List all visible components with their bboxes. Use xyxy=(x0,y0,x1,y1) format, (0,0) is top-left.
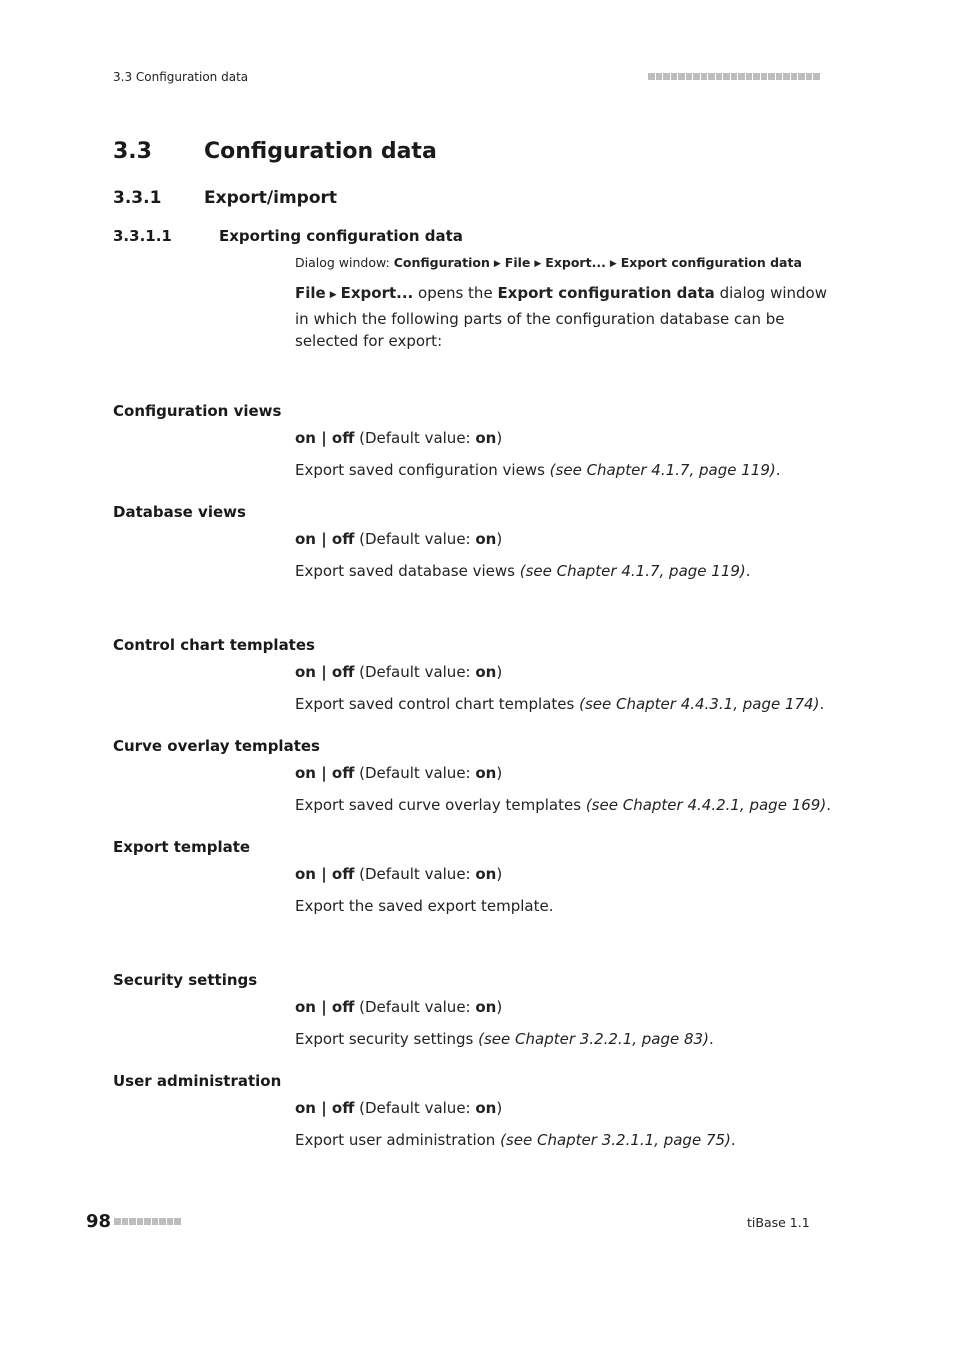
page-number: 98 xyxy=(86,1211,112,1232)
heading-level-2 xyxy=(113,188,337,208)
default-suffix: ) xyxy=(496,865,503,883)
dialog-path-step: Configuration xyxy=(393,255,490,270)
default-suffix: ) xyxy=(496,429,503,447)
param-options: on | off xyxy=(295,998,355,1016)
default-value: on xyxy=(475,764,497,782)
default-value: on xyxy=(475,663,497,681)
param-options: on | off xyxy=(295,429,355,447)
heading-1-title: Configuration data xyxy=(204,139,437,164)
desc-end: . xyxy=(730,1131,736,1149)
default-suffix: ) xyxy=(496,998,503,1016)
dialog-path-prefix: Dialog window: xyxy=(295,255,390,270)
default-suffix: ) xyxy=(496,663,503,681)
dialog-path-step: File xyxy=(504,255,531,270)
footer-product-name: tiBase 1.1 xyxy=(747,1215,810,1230)
param-label-user-administration: User administration xyxy=(113,1072,282,1090)
heading-3-title: Exporting configuration data xyxy=(219,227,463,245)
param-value-security-settings xyxy=(295,998,502,1016)
param-label-export-template: Export template xyxy=(113,838,251,856)
param-desc-control-chart-templates xyxy=(295,695,824,713)
param-value-export-template xyxy=(295,865,502,883)
param-desc-configuration-views xyxy=(295,461,781,479)
param-label-curve-overlay-templates: Curve overlay templates xyxy=(113,737,320,755)
param-desc-user-administration xyxy=(295,1131,736,1149)
intro-text-2: dialog window in which the following parts of the configuration database can be selected for export: xyxy=(295,284,827,350)
cross-reference: (see Chapter 4.1.7, page 119) xyxy=(519,562,746,580)
triangle-right-icon: ▶ xyxy=(609,259,617,269)
intro-text-1: opens the xyxy=(413,284,498,302)
param-label-control-chart-templates: Control chart templates xyxy=(113,636,315,654)
triangle-right-icon: ▶ xyxy=(329,290,337,300)
header-decoration-squares xyxy=(648,73,820,80)
param-options: on | off xyxy=(295,764,355,782)
default-prefix: (Default value: xyxy=(354,1099,476,1117)
heading-2-title: Export/import xyxy=(204,188,338,208)
param-options: on | off xyxy=(295,865,355,883)
param-desc-security-settings xyxy=(295,1030,714,1048)
menu-file: File xyxy=(295,284,326,302)
triangle-right-icon: ▶ xyxy=(534,259,542,269)
desc-text: Export saved curve overlay templates xyxy=(295,796,586,814)
heading-3-number: 3.3.1.1 xyxy=(113,227,172,245)
default-value: on xyxy=(475,865,497,883)
menu-export: Export... xyxy=(340,284,414,302)
default-suffix: ) xyxy=(496,1099,503,1117)
dialog-path-step: Export... xyxy=(545,255,606,270)
desc-text: Export the saved export template. xyxy=(295,897,554,915)
default-suffix: ) xyxy=(496,764,503,782)
desc-end: . xyxy=(708,1030,714,1048)
param-label-security-settings: Security settings xyxy=(113,971,258,989)
default-value: on xyxy=(475,1099,497,1117)
desc-text: Export saved control chart templates xyxy=(295,695,580,713)
dialog-path-step: Export configuration data xyxy=(620,255,802,270)
desc-end: . xyxy=(775,461,781,479)
default-prefix: (Default value: xyxy=(354,865,476,883)
param-value-configuration-views xyxy=(295,429,502,447)
intro-paragraph xyxy=(295,282,835,353)
desc-text: Export security settings xyxy=(295,1030,479,1048)
dialog-window-path xyxy=(295,255,802,270)
param-label-database-views: Database views xyxy=(113,503,246,521)
default-prefix: (Default value: xyxy=(354,998,476,1016)
cross-reference: (see Chapter 4.4.2.1, page 169) xyxy=(585,796,827,814)
running-header-section: 3.3 Configuration data xyxy=(113,70,249,84)
default-prefix: (Default value: xyxy=(354,764,476,782)
heading-level-3 xyxy=(113,227,463,245)
cross-reference: (see Chapter 3.2.2.1, page 83) xyxy=(478,1030,709,1048)
param-value-database-views xyxy=(295,530,502,548)
default-value: on xyxy=(475,429,497,447)
cross-reference: (see Chapter 4.4.3.1, page 174) xyxy=(579,695,820,713)
param-value-curve-overlay-templates xyxy=(295,764,502,782)
default-suffix: ) xyxy=(496,530,503,548)
default-prefix: (Default value: xyxy=(354,663,476,681)
param-value-control-chart-templates xyxy=(295,663,502,681)
desc-end: . xyxy=(745,562,751,580)
cross-reference: (see Chapter 4.1.7, page 119) xyxy=(549,461,776,479)
param-desc-curve-overlay-templates xyxy=(295,796,831,814)
desc-end: . xyxy=(819,695,825,713)
footer-decoration-squares xyxy=(114,1218,181,1225)
param-options: on | off xyxy=(295,1099,355,1117)
param-value-user-administration xyxy=(295,1099,502,1117)
dialog-name: Export configuration data xyxy=(497,284,715,302)
param-desc-database-views xyxy=(295,562,751,580)
desc-end: . xyxy=(826,796,831,814)
desc-text: Export saved database views xyxy=(295,562,520,580)
param-options: on | off xyxy=(295,530,355,548)
default-value: on xyxy=(475,998,497,1016)
default-prefix: (Default value: xyxy=(354,429,476,447)
heading-1-number: 3.3 xyxy=(113,139,152,164)
default-value: on xyxy=(475,530,497,548)
desc-text: Export user administration xyxy=(295,1131,501,1149)
param-options: on | off xyxy=(295,663,355,681)
heading-level-1 xyxy=(113,139,437,164)
param-label-configuration-views: Configuration views xyxy=(113,402,282,420)
default-prefix: (Default value: xyxy=(354,530,476,548)
desc-text: Export saved configuration views xyxy=(295,461,550,479)
heading-2-number: 3.3.1 xyxy=(113,188,162,208)
cross-reference: (see Chapter 3.2.1.1, page 75) xyxy=(500,1131,731,1149)
param-desc-export-template xyxy=(295,897,554,915)
triangle-right-icon: ▶ xyxy=(493,259,501,269)
